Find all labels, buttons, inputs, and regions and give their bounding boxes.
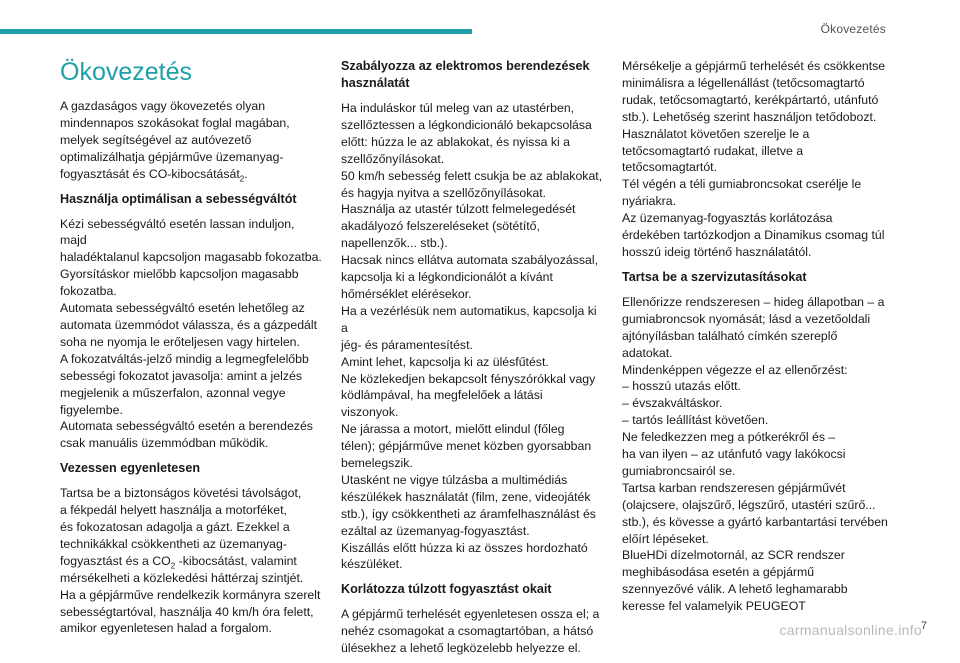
electrical-paragraph: Ha induláskor túl meleg van az utastérben, szellőztessen a légkondicionáló bekapcsolása előtt: húzza le az ablakokat, és nyissa ki a szellőzőnyílásokat. 50 km/h sebesség felett csukja be az ablakokat, és hagyja nyitva a szellőzőnyílásokat. Használja az utastér túlzott felmelegedését akadályozó felszereléseket (sötétítő, napellenzők... stb.). Hacsak nincs ellátva automata szabályozással, kapcsolja ki a légkondicionálót a kívánt hőmérséklet elérésekor. Ha a vezérlésük nem automatikus, kapcsolja ki a jég- és páramentesítést. Amint lehet, kapcsolja ki az ülésfűtést. Ne közlekedjen bekapcsolt fényszórókkal vagy ködlámpával, ha megfelelőek a látási viszonyok. Ne járassa a motort, mielőtt elindul (főleg télen); gépjárműve menet közben gyorsabban bemelegszik. Utasként ne vigye túlzásba a multimédiás készülékek használatát (film, zene, videojáték stb.), így csökkentheti az áramfelhasználást és ezáltal az üzemanyag-fogyasztást. Kiszállás előtt húzza ki az összes hordozható készüléket. [341,101,603,572]
column-2 [341,58,603,663]
column-1 [60,58,322,643]
watermark: carmanualsonline.info [779,622,922,638]
heading-gearbox: Használja optimálisan a sebességváltót [60,191,297,206]
column-3 [622,58,890,621]
section-header: Ökovezetés [820,22,886,36]
gearbox-paragraph: Kézi sebességváltó esetén lassan induljon, majd haladéktalanul kapcsoljon magasabb fokozatba. Gyorsításkor mielőbb kapcsoljon magasabb fokozatba. Automata sebességváltó esetén lehetőleg az automata üzemmódot válassza, és a gázpedált soha ne nyomja le erőteljesen vagy hirtelen. A fokozatváltás-jelző mindig a legmegfelelőbb sebességi fokozatot javasolja: amint a jelzés megjelenik a műszerfalon, azonnal vegye figyelembe. Automata sebességváltó esetén a berendezés csak manuális üzemmódban működik. [60,216,322,451]
heading-smooth-driving: Vezessen egyenletesen [60,461,201,476]
page-number: 7 [920,620,927,632]
excess-consumption-paragraph: A gépjármű terhelését egyenletesen ossza el; a nehéz csomagokat a csomagtartóban, a hátsó ülésekhez a lehető legközelebb helyezze el. [341,607,600,656]
header-accent-bar [0,29,472,34]
smooth-driving-paragraph: Tartsa be a biztonságos követési távolságot, a fékpedál helyett használja a motorféket, és fokozatosan adagolja a gázt. Ezekkel a technikákkal csökkentheti az üzemanyag- fogyasztást és a $CO_2$ -kibocsátást, valamint mérsékelheti a közlekedési háttérzaj szintjét. Ha a gépjárműve rendelkezik kormányra szerelt sebességtartóval, használja 40 km/h óra felett, amikor egyenletesen halad a forgalom. [60,486,321,636]
heading-excess-consumption: Korlátozza túlzott fogyasztást okait [341,582,552,597]
heading-service: Tartsa be a szervizutasításokat [622,269,807,284]
service-paragraph: Ellenőrizze rendszeresen – hideg állapotban – a gumiabroncsok nyomását; lásd a vezetőoldali ajtónyílásban található címkén szereplő adatokat. Mindenképpen végezze el az ellenőrzést: – hosszú utazás előtt. – évszakváltáskor. – tartós leállítást követően. Ne feledkezzen meg a pótkerékről és – ha van ilyen – az utánfutó vagy lakókocsi gumiabroncsairól se. Tartsa karban rendszeresen gépjárművét (olajcsere, olajszűrő, légszűrő, utastéri szűrő... stb.), és kövesse a gyártó karbantartási tervében előírt lépéseket. BlueHDi dízelmotornál, az SCR rendszer meghibásodása esetén a gépjármű szennyezővé válik. A lehető leghamarabb keresse fel valamelyik PEUGEOT [622,294,888,614]
heading-electrical: Szabályozza az elektromos berendezések használatát [341,59,590,90]
load-paragraph: Mérsékelje a gépjármű terhelését és csökkentse minimálisra a légellenállást (tetőcsomagtartó rudak, tetőcsomagtartó, kerékpártartó, utánfutó stb.). Lehetőség szerint használjon tetődobozt. Használatot követően szerelje le a tetőcsomagtartó rudakat, illetve a tetőcsomagtartót. Tél végén a téli gumiabroncsokat cserélje le nyáriakra. Az üzemanyag-fogyasztás korlátozása érdekében tartózkodjon a Dinamikus csomag túl hosszú ideig történő használatától. [622,59,886,259]
page-title: Ökovezetés [60,58,193,86]
intro-paragraph: A gazdaságos vagy ökovezetés olyan mindennapos szokásokat foglal magában, melyek segítségével az autóvezető optimalizálhatja gépjárműve üzemanyag- fogyasztását és CO-kibocsátását$_2$. [60,99,290,184]
